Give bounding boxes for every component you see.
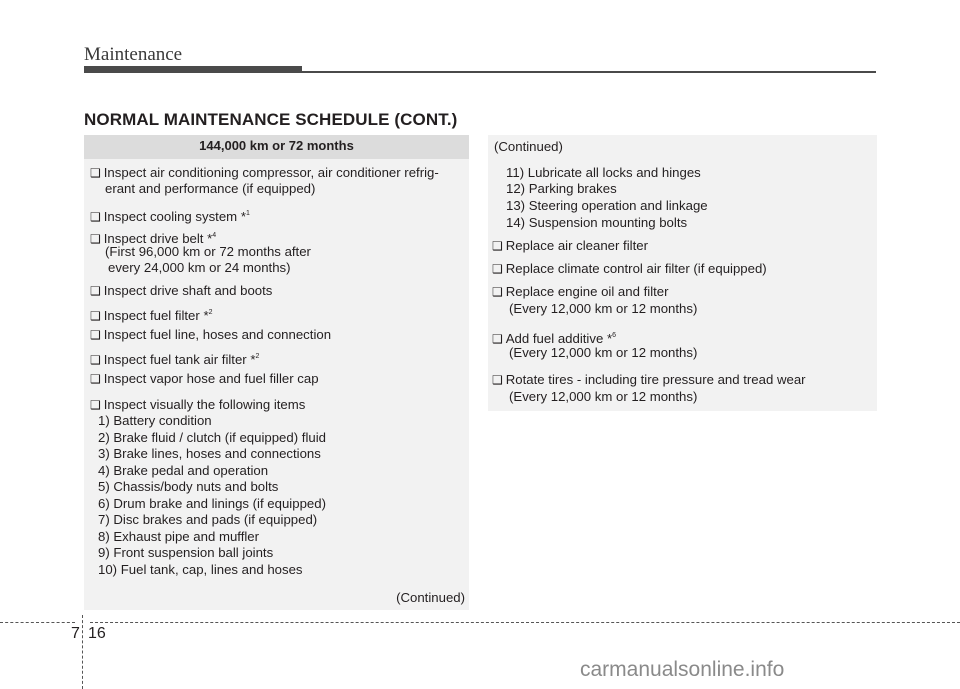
sub-item: 1) Battery condition [98,413,212,428]
footer-dash-right [90,622,960,623]
checkbox-icon: ❑ [90,210,101,224]
checklist-item: ❑ Replace air cleaner filter [492,238,648,253]
watermark-link[interactable]: carmanualsonline.info [580,658,785,681]
checkbox-icon: ❑ [90,372,101,386]
header-rule-thick [84,66,302,73]
footer-dash-left [0,622,75,623]
sub-item: 7) Disc brakes and pads (if equipped) [98,512,318,527]
checklist-item: ❑ Inspect drive belt *$^4$ [90,231,217,246]
header-rule-thin [302,71,876,73]
checklist-item: ❑ Rotate tires - including tire pressure and tread wear [492,372,806,387]
sub-item: 12) Parking brakes [506,181,617,196]
checkbox-icon: ❑ [492,262,503,276]
sub-item: 3) Brake lines, hoses and connections [98,446,321,461]
sub-item: 14) Suspension mounting bolts [506,215,688,230]
checklist-item: ❑ Replace engine oil and filter [492,284,669,299]
footer-divider [82,615,83,689]
sub-item: 5) Chassis/body nuts and bolts [98,479,279,494]
checkbox-icon: ❑ [90,353,101,367]
checkbox-icon: ❑ [90,232,101,246]
sub-item: 11) Lubricate all locks and hinges [506,165,701,180]
checklist-item-continuation: erant and performance (if equipped) [105,181,316,196]
checklist-item: ❑ Inspect visually the following items [90,397,306,412]
checklist-item-note: (First 96,000 km or 72 months after [105,244,311,259]
sub-item: 13) Steering operation and linkage [506,198,708,213]
checklist-item-note: (Every 12,000 km or 12 months) [509,345,698,360]
checklist-item: ❑ Inspect fuel tank air filter *$^2$ [90,352,260,367]
checklist-item: ❑ Inspect cooling system *$^1$ [90,209,250,224]
continued-note: (Continued) [396,590,465,605]
checklist-item-note: every 24,000 km or 24 months) [108,260,291,275]
sub-item: 2) Brake fluid / clutch (if equipped) fluid [98,430,326,445]
chapter-number: 7 [71,625,80,642]
checkbox-icon: ❑ [90,309,101,323]
sub-item: 10) Fuel tank, cap, lines and hoses [98,562,303,577]
checklist-item-note: (Every 12,000 km or 12 months) [509,389,698,404]
checkbox-icon: ❑ [90,166,101,180]
checklist-item-note: (Every 12,000 km or 12 months) [509,301,698,316]
sub-item: 8) Exhaust pipe and muffler [98,529,260,544]
checklist-item: ❑ Inspect air conditioning compressor, air conditioner refrig- [90,165,439,180]
checklist-item: ❑ Inspect drive shaft and boots [90,283,273,298]
sub-item: 9) Front suspension ball joints [98,545,274,560]
interval-header: 144,000 km or 72 months [84,135,469,159]
sub-item: 4) Brake pedal and operation [98,463,269,478]
checklist-item: ❑ Inspect fuel filter *$^2$ [90,308,213,323]
checkbox-icon: ❑ [492,332,503,346]
checklist-item: ❑ Add fuel additive *$^6$ [492,331,616,346]
page-number: 16 [88,625,106,642]
continued-note: (Continued) [494,139,563,154]
schedule-panel-right [488,135,877,411]
schedule-panel-left [84,135,469,610]
checklist-item: ❑ Inspect vapor hose and fuel filler cap [90,371,319,386]
checkbox-icon: ❑ [90,284,101,298]
checkbox-icon: ❑ [90,328,101,342]
sub-item: 6) Drum brake and linings (if equipped) [98,496,326,511]
section-title: Maintenance [84,44,183,65]
checklist-item: ❑ Inspect fuel line, hoses and connection [90,327,332,342]
checkbox-icon: ❑ [492,239,503,253]
checklist-item: ❑ Replace climate control air filter (if equipped) [492,261,767,276]
checkbox-icon: ❑ [492,373,503,387]
page-heading: NORMAL MAINTENANCE SCHEDULE (CONT.) [84,110,458,129]
checkbox-icon: ❑ [90,398,101,412]
checkbox-icon: ❑ [492,285,503,299]
